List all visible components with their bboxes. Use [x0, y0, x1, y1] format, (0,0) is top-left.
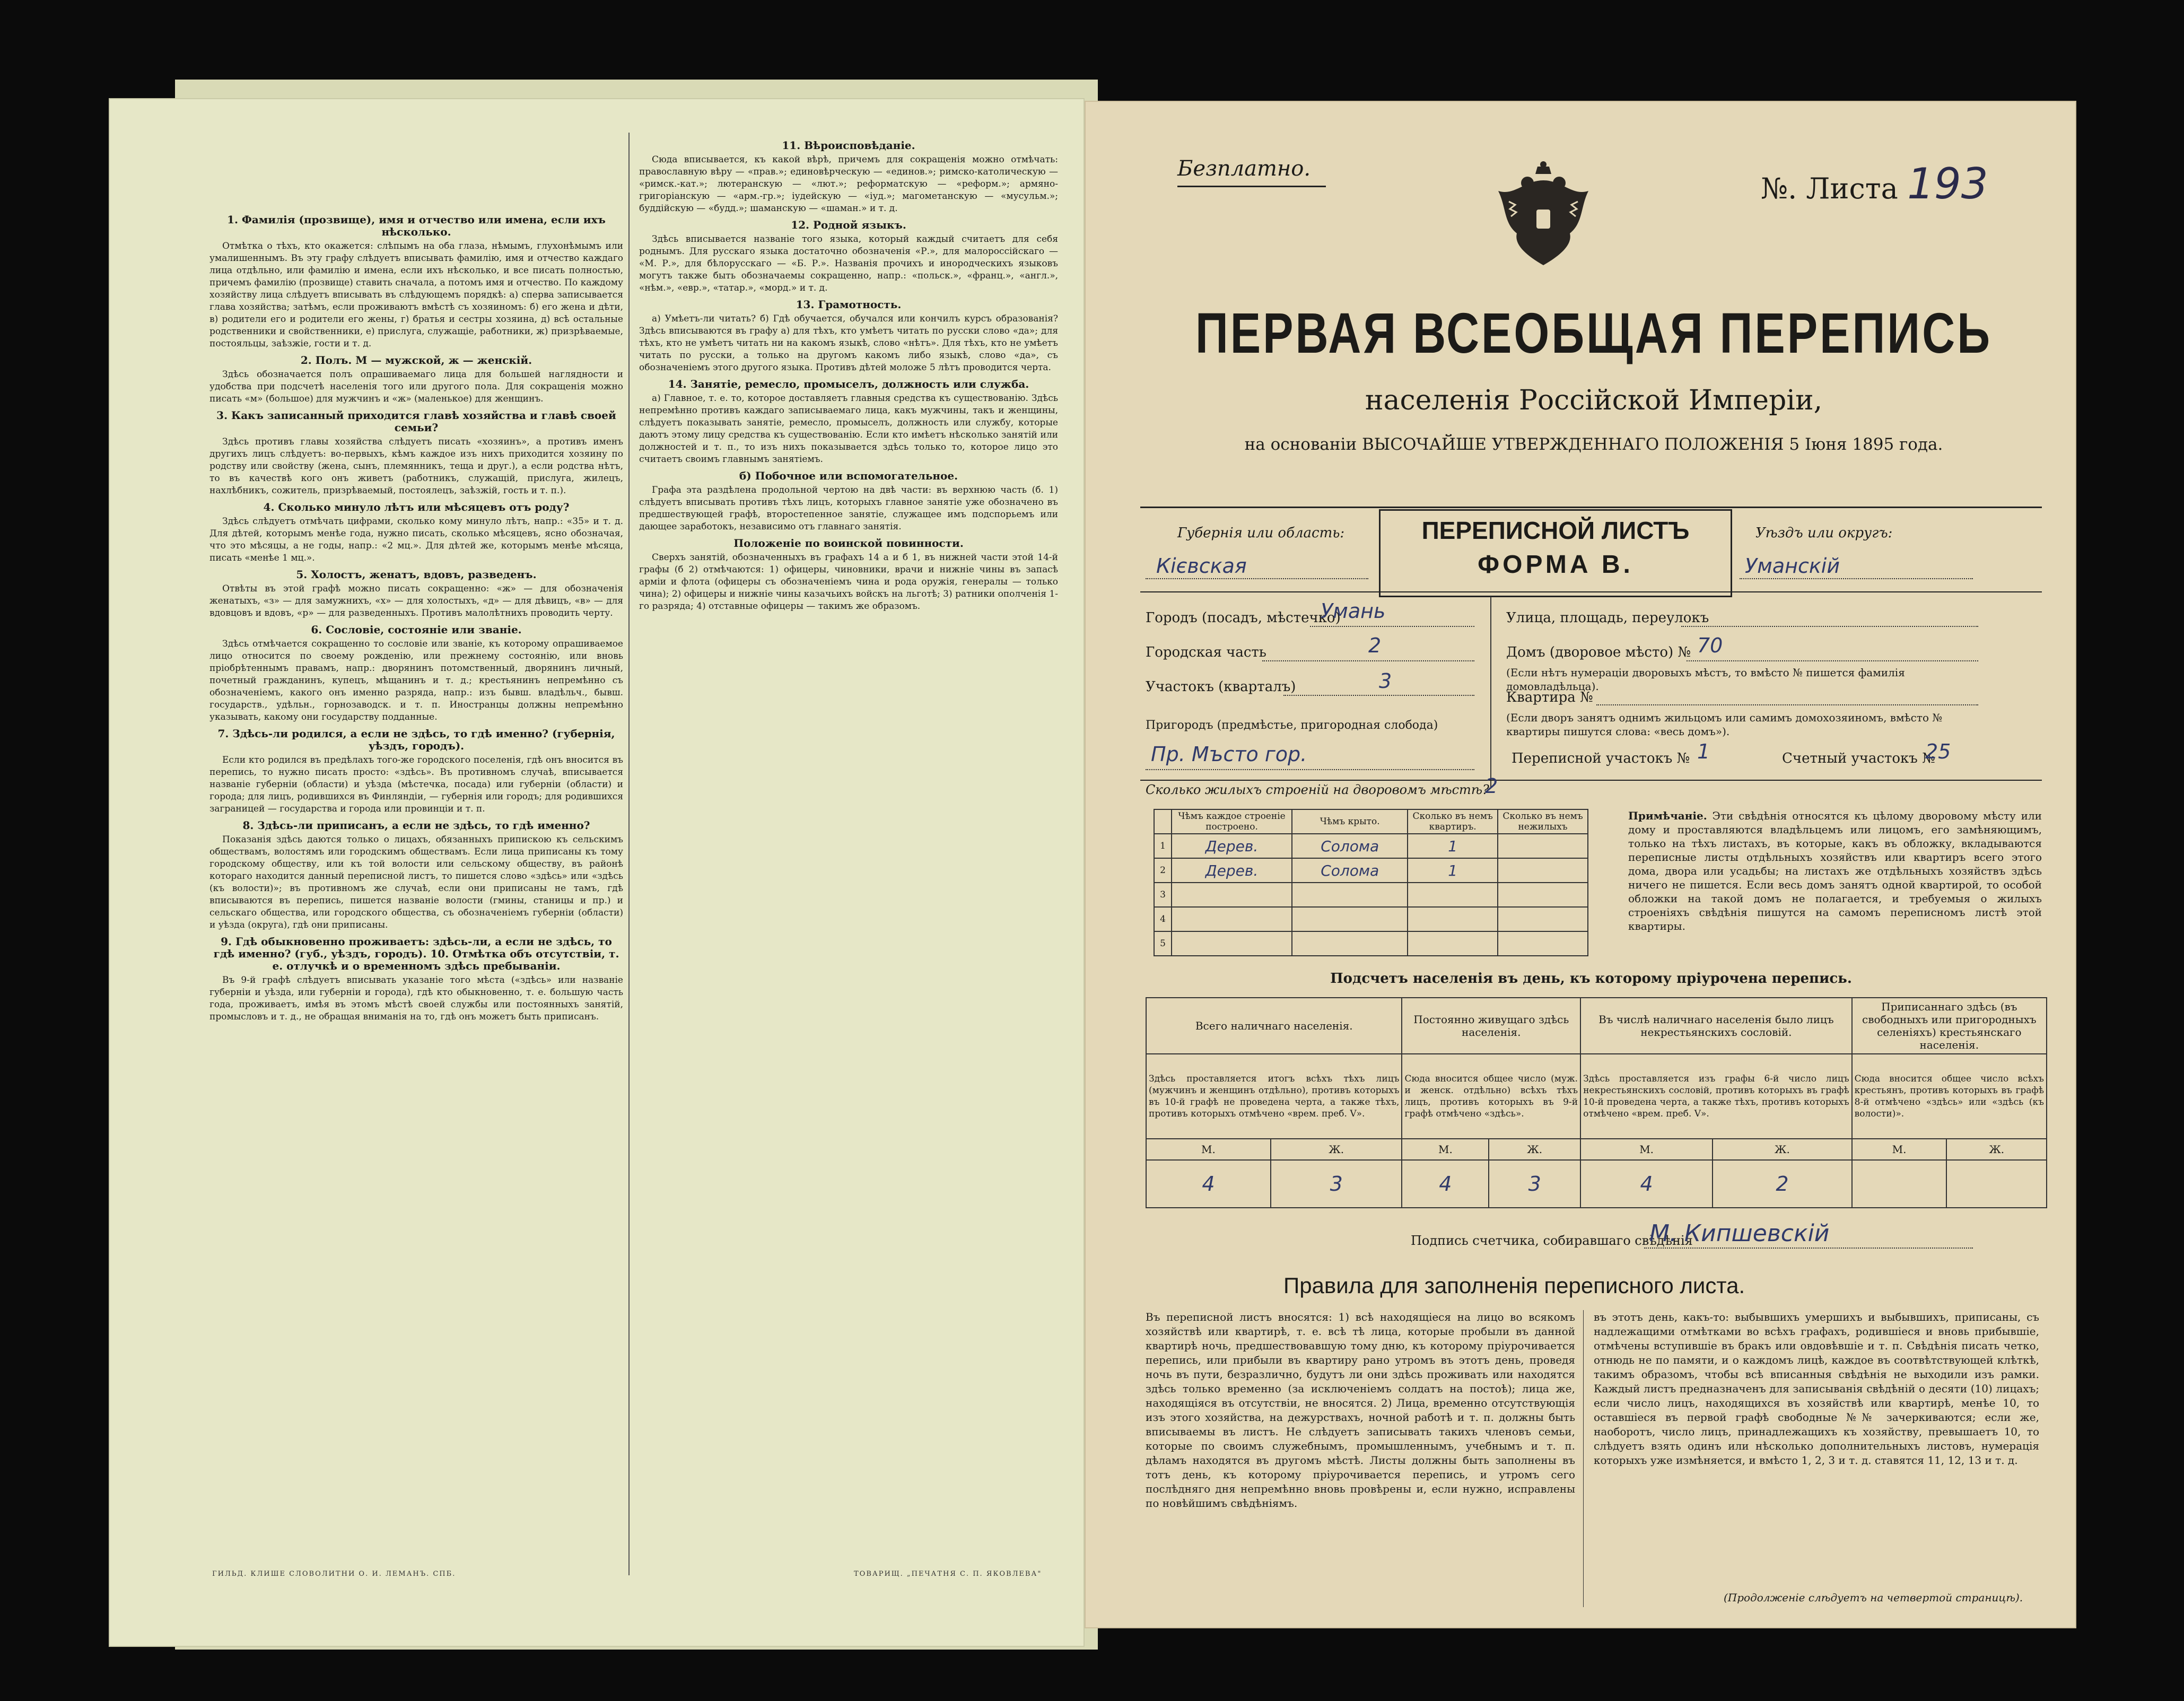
guberniya-line	[1146, 578, 1368, 579]
free-of-charge-label: Безплатно.	[1177, 156, 1311, 181]
row-number: 1	[1154, 834, 1172, 858]
pop-header-row	[1146, 998, 2047, 1054]
pop-col-desc: Здѣсь проставляется изъ графы 6-й число лицъ некрестьянскихъ сословій, противъ которыхъ въ графѣ 10-й проведена черта, а также тѣхъ, противъ которыхъ отмѣчено «врем. преб. V».	[1580, 1054, 1852, 1139]
city-label: Городъ (посадъ, мѣстечко)	[1146, 610, 1341, 626]
pop-col-header: Всего наличнаго населенія.	[1146, 998, 1402, 1054]
suburb-line	[1146, 769, 1474, 770]
material-cell	[1172, 907, 1292, 931]
nonresidential-cell	[1498, 834, 1588, 858]
table-row	[1154, 858, 1588, 883]
apartments-cell	[1408, 883, 1498, 907]
instruction-text: Здѣсь отмѣчается сокращенно то сословіе или званіе, къ которому опрашиваемое лицо относится по своему рожденію, или прежнему состоянію, или вновь пріобрѣтеннымъ правамъ, напр.: дворянинъ потомственный, дворянинъ личный, почетный гражданинъ, купецъ, мѣщанинъ и т. д.; крестьянинъ непремѣнно съ обозначеніемъ, какого онъ именно разряда, напр.: изъ бывш. владѣльч., бывш. государств., удѣльн., горнозаводск. и т. п. Иностранцы должны непремѣнно указывать, какому они государству подданные.	[209, 639, 623, 722]
district-value: 3	[1379, 669, 1392, 693]
instruction-heading: 8. Здѣсь-ли приписанъ, а если не здѣсь, то гдѣ именно?	[242, 819, 590, 832]
row-number: 5	[1154, 931, 1172, 956]
instruction-heading: Положеніе по воинской повинности.	[733, 537, 964, 549]
female-label: Ж.	[1946, 1139, 2047, 1160]
street-label: Улица, площадь, переулокъ	[1506, 610, 1709, 626]
district-label: Участокъ (кварталъ)	[1146, 679, 1296, 695]
roof-cell: Солома	[1292, 834, 1408, 858]
pop-col-header: Приписаннаго здѣсь (въ свободныхъ или пригородныхъ селеніяхъ) крестьянскаго населенія.	[1852, 998, 2047, 1054]
apartments-cell	[1408, 907, 1498, 931]
city-part-value: 2	[1368, 634, 1382, 657]
instruction-heading: 4. Сколько минуло лѣтъ или мѣсяцевъ отъ роду?	[263, 501, 570, 513]
sheet-number	[1761, 159, 1988, 208]
census-legal-basis: на основаніи ВЫСОЧАЙШЕ УТВЕРЖДЕННАГО ПОЛОЖЕНІЯ 5 Іюня 1895 года.	[1244, 435, 1943, 454]
female-count	[1946, 1160, 2047, 1208]
pop-sex-row	[1146, 1139, 2047, 1160]
male-label: М.	[1852, 1139, 1947, 1160]
apartment-label: Квартира №	[1506, 690, 1593, 705]
rules-title: Правила для заполненія переписного листа.	[1283, 1273, 1745, 1298]
instruction-text: Сверхъ занятій, обозначенныхъ въ графахъ 14 а и б 1, въ нижней части этой 14-й графы (б 2) отмѣчаются: 1) офицеры, чиновники, врачи и нижніе чины въ запасѣ арміи и флота (офицеры съ обозначеніемъ чина и рода оружія, генералы — только чина); 2) офицеры и нижніе чины казачьихъ войскъ на льготѣ; 3) ратники ополченія 1-го разряда; 4) отставные офицеры — такимъ же образомъ.	[639, 552, 1058, 612]
col-header-material: Чѣмъ каждое строеніе построено.	[1172, 809, 1292, 834]
city-part-label: Городская часть	[1146, 644, 1266, 660]
female-count: 3	[1489, 1160, 1580, 1208]
pop-col-header: Въ числѣ наличнаго населенія было лицъ некрестьянскихъ сословій.	[1580, 998, 1852, 1054]
city-line	[1310, 626, 1474, 627]
printer-footer-right: ТОВАРИЩ. „ПЕЧАТНЯ С. П. ЯКОВЛЕВА"	[854, 1570, 1042, 1578]
instruction-text: Сюда вписывается, къ какой вѣрѣ, причемъ для сокращенія можно отмѣчать: православную вѣру — «прав.»; единовѣрческую — «единов.»; римско-католическую — «римск.-кат.»; лютеранскую — «лют.»; реформатскую — «реформ.»; армяно-григоріанскую — «арм.-гр.»; іудейскую — «іуд.»; магометанскую — «мусульм.»; буддійскую — «будд.»; шаманскую — «шаман.» и т. д.	[639, 154, 1058, 214]
material-cell: Дерев.	[1172, 858, 1292, 883]
section-rule	[1140, 591, 2042, 592]
instruction-text: Если кто родился въ предѣлахъ того-же городского поселенія, гдѣ онъ вносится въ перепись, то нужно писать просто: «здѣсь». Въ противномъ случаѣ, вписывается названіе губерніи (области) и уѣзда (мѣстечка, посада) или губерніи (области) и города; для лицъ, родившихся въ Финляндіи, — губернія или городъ; для родившихся заграницей — государства и города или провинціи и т. п.	[209, 755, 623, 814]
nonresidential-cell	[1498, 907, 1588, 931]
instruction-text: Здѣсь обозначается полъ опрашиваемаго лица для большей наглядности и удобства при подсчетѣ населенія того или другого пола. Для сокращенія можно писать «м» (большое) для мужчинъ и «ж» (маленькое) для женщинъ.	[209, 369, 623, 404]
rules-continued-note: (Продолженіе слѣдуетъ на четвертой страницѣ).	[1724, 1591, 2023, 1604]
house-line	[1687, 660, 1978, 661]
roof-cell	[1292, 931, 1408, 956]
instruction-text: Показанія здѣсь даются только о лицахъ, обязанныхъ припискою къ сельскимъ обществамъ, волостямъ или городскимъ обществамъ. Если лица приписаны къ тому городскому обществу, или къ той волости или сельскому обществу, въ районѣ котораго находится данный переписной листъ, то пишется слово «здѣсь» или «здѣсь (къ волости)»; въ противномъ же случаѣ, если они приписаны не тамъ, гдѣ вписываются въ перепись, пишется названіе волости (гмины, станицы и пр.) и сельскаго общества, или городского общества, съ обозначеніемъ губерніи (области) и уѣзда (округа), гдѣ они приписаны.	[209, 834, 623, 930]
table-row	[1154, 834, 1588, 858]
census-title: ПЕРВАЯ ВСЕОБЩАЯ ПЕРЕПИСЬ	[1195, 301, 1993, 365]
column-divider	[628, 133, 630, 1575]
house-note: (Если нѣтъ нумераціи дворовыхъ мѣстъ, то вмѣсто № пишется фамилія домовладѣльца).	[1506, 666, 1905, 693]
printer-footer-left: ГИЛЬД. КЛИШЕ СЛОВОЛИТНИ О. И. ЛЕМАНЪ. СПБ.	[212, 1570, 456, 1578]
instruction-heading: 7. Здѣсь-ли родился, а если не здѣсь, то гдѣ именно? (губернія, уѣздъ, городъ).	[217, 727, 615, 752]
form-title-line2: ФОРМА В.	[1478, 551, 1633, 579]
header-rule	[1140, 507, 2042, 508]
apartment-note: (Если дворъ занятъ однимъ жильцомъ или самимъ домохозяиномъ, вмѣсто № квартиры пишутся слова: «весь домъ»).	[1506, 711, 1943, 738]
male-label: М.	[1146, 1139, 1271, 1160]
material-cell	[1172, 883, 1292, 907]
population-count-table	[1146, 997, 2047, 1208]
signature-line	[1644, 1248, 1973, 1249]
note-text: Эти свѣдѣнія относятся къ цѣлому дворовому мѣсту или дому и проставляются владѣльцемъ или лицомъ, его замѣняющимъ, только на тѣхъ листахъ, въ которые, какъ въ обложку, вкладываются переписные листы отдѣльныхъ хозяйствъ или квартиръ всего этого дома, двора или усадьбы; на листахъ же отдѣльныхъ хозяйствъ здѣсь ничего не пишется. Если весь домъ занятъ одной квартирой, то особой обложки на такой домъ не полагается, и требуемыя о жилыхъ строеніяхъ свѣдѣнія пишутся на самомъ переписномъ листѣ этой квартиры.	[1628, 809, 2042, 932]
street-line	[1681, 626, 1978, 627]
pop-col-desc: Сюда вносится общее число (муж. и женск. отдѣльно) всѣхъ тѣхъ лицъ, противъ которыхъ въ 9-й графѣ отмѣчено «здѣсь».	[1402, 1054, 1580, 1139]
row-number: 3	[1154, 883, 1172, 907]
instruction-heading: 14. Занятіе, ремесло, промыселъ, должность или служба.	[668, 378, 1029, 390]
male-count: 4	[1146, 1160, 1271, 1208]
signature-value: М. Кипшевскій	[1649, 1220, 1830, 1247]
suburb-value: Пр. Мъсто гор.	[1151, 743, 1307, 766]
instruction-text: Отмѣтка о тѣхъ, кто окажется: слѣпымъ на оба глаза, нѣмымъ, глухонѣмымъ или умалишеннымъ. Въ эту графу слѣдуетъ вписывать фамилію, имя и отчество каждаго лица отдѣльно, или фамилію и имена, если ихъ нѣсколько, и все писать полностью, причемъ фамилію (прозвище) ставить сначала, а потомъ имя и отчество. По каждому хозяйству лица слѣдуетъ вписывать въ слѣдующемъ порядкѣ: а) сперва записывается глава хозяйства; затѣмъ, если проживаютъ вмѣстѣ съ хозяиномъ: б) его жена и дѣти, в) родители его и родители его жены, г) братья и сестры хозяина, д) всѣ остальные родственники и свойственники, е) прислуга, служащіе, работники, ж) призрѣваемые, постояльцы, заѣзжіе, гости и т. д.	[209, 241, 623, 349]
instruction-text: а) Главное, т. е. то, которое доставляетъ главныя средства къ существованію. Здѣсь непремѣнно противъ каждаго записываемаго лица, какъ мужчины, такъ и женщины, слѣдуетъ показывать занятіе, ремесло, промыселъ, должность или службу, которые даютъ этому лицу средства къ существованію. Если кто имѣетъ нѣсколько занятій или должностей и т. п., то изъ нихъ показывается здѣсь только то, которое лицо это считаетъ своимъ главнымъ занятіемъ.	[639, 393, 1058, 465]
row-number: 4	[1154, 907, 1172, 931]
apartments-cell: 1	[1408, 834, 1498, 858]
instruction-heading: 12. Родной языкъ.	[791, 219, 906, 231]
uezd-value: Уманскій	[1745, 554, 1840, 578]
male-count: 4	[1580, 1160, 1713, 1208]
house-value: 70	[1697, 634, 1723, 657]
female-count: 2	[1713, 1160, 1852, 1208]
counting-district-label: Счетный участокъ №	[1782, 751, 1935, 766]
buildings-table	[1154, 809, 1588, 956]
form-title-box	[1379, 509, 1732, 597]
imperial-eagle-emblem	[1493, 159, 1594, 273]
buildings-note	[1628, 809, 2042, 933]
male-count	[1852, 1160, 1947, 1208]
instruction-heading: 9. Гдѣ обыкновенно проживаетъ: здѣсь-ли, а если не здѣсь, то гдѣ именно? (губ., уѣздъ, городъ). 10. Отмѣтка объ отсутствіи, т. е. отлучкѣ и о временномъ здѣсь пребываніи.	[213, 935, 619, 972]
buildings-value: 2	[1485, 774, 1498, 798]
address-bottom-rule	[1140, 780, 2042, 781]
roof-cell	[1292, 883, 1408, 907]
buildings-label: Сколько жилыхъ строеній на дворовомъ мѣстѣ?	[1146, 782, 1489, 797]
buildings-table-header	[1154, 809, 1588, 834]
rules-column-2: въ этотъ день, какъ-то: выбывшихъ умершихъ и выбывшихъ, приписаны, съ надлежащими отмѣтками во всѣхъ графахъ, родившіеся и вновь прибывшіе, отмѣчены вступившіе въ бракъ или овдовѣвшіе и т. п. Свѣдѣнія писать четко, отнюдь не по памяти, и о каждомъ лицѣ, каждое въ соотвѣтствующей клѣткѣ, такимъ образомъ, чтобы всѣ вписанныя свѣдѣнія не выходили изъ рамки. Каждый листъ предназначенъ для записыванія свѣдѣній о десяти (10) лицахъ; если число лицъ, находящихся въ хозяйствѣ или квартирѣ, менѣе 10, то оставшіеся въ первой графѣ свободные №№ зачеркиваются; если же, наоборотъ, число лицъ, принадлежащихъ къ хозяйству, превышаетъ 10, то слѣдуетъ взять одинъ или нѣсколько дополнительныхъ листовъ, нумерація которыхъ уже измѣняется, и вмѣсто 1, 2, 3 и т. д. ставятся 11, 12, 13 и т. д.	[1594, 1311, 2039, 1467]
pop-col-desc: Здѣсь проставляется итогъ всѣхъ тѣхъ лицъ (мужчинъ и женщинъ отдѣльно), противъ которыхъ въ 10-й графѣ не проведена черта, а также тѣхъ, противъ которыхъ отмѣчено «врем. преб. V».	[1146, 1054, 1402, 1139]
nonresidential-cell	[1498, 858, 1588, 883]
female-count: 3	[1271, 1160, 1402, 1208]
rules-column-1: Въ переписной листъ вносятся: 1) всѣ находящіеся на лицо во всякомъ хозяйствѣ или квартирѣ, т. е. всѣ тѣ лица, которые пробыли въ данной квартирѣ ночь, предшествовавшую тому дню, къ которому пріурочивается перепись, или прибыли въ квартиру рано утромъ въ этотъ день, проведя ночь въ пути, безразлично, будутъ ли они здѣсь проживать или находятся здѣсь только временно (за исключеніемъ солдатъ на постоѣ); лица же, находящіяся въ отсутствіи, не вносятся. 2) Лица, временно отсутствующія изъ этого хозяйства, на дежурствахъ, ночной работѣ и т. п. должны быть вписываемы въ листъ. Не слѣдуетъ записывать такихъ членовъ семьи, которые по своимъ служебнымъ, промышленнымъ, учебнымъ и т. п. дѣламъ находятся въ другомъ мѣстѣ. Листы должны быть заполнены въ тотъ день, къ которому пріурочивается перепись, и утромъ сего послѣдняго дня непремѣнно вновь провѣрены и, если нужно, исправлены по новѣйшимъ свѣдѣніямъ.	[1146, 1311, 1575, 1510]
row-number: 2	[1154, 858, 1172, 883]
female-label: Ж.	[1713, 1139, 1852, 1160]
table-row	[1154, 931, 1588, 956]
apartments-cell: 1	[1408, 858, 1498, 883]
census-subtitle: населенія Россійской Имперіи,	[1365, 385, 1823, 416]
instruction-text: а) Умѣетъ-ли читать? б) Гдѣ обучается, обучался или кончилъ курсъ образованія? Здѣсь вписываются въ графу а) для тѣхъ, кто умѣетъ читать по русски слово «да»; для тѣхъ, кто не умѣетъ читать ни на какомъ языкѣ, слово «нѣтъ». Для тѣхъ, кто не умѣетъ читать по русски, а только на другомъ какомъ либо языкѣ, слово «да», съ обозначеніемъ этого другого языка. Противъ дѣтей моложе 5 лѣтъ проводится черта.	[639, 313, 1058, 373]
instruction-heading: 1. Фамилія (прозвище), имя и отчество или имена, если ихъ нѣсколько.	[227, 213, 606, 238]
district-line	[1283, 695, 1474, 696]
male-label: М.	[1402, 1139, 1489, 1160]
instruction-text: Здѣсь противъ главы хозяйства слѣдуетъ писать «хозяинъ», а противъ именъ другихъ лицъ слѣдуетъ: во-первыхъ, кѣмъ каждое изъ нихъ приходится хозяину по родству или свойству (жена, сынъ, племянникъ, теща и друг.), а если родства нѣтъ, то въ качествѣ кого онъ живетъ (работникъ, служащій, прислуга, жилецъ, нахлѣбникъ, сожитель, призрѣваемый, постоялецъ, заѣзжій, гость и т. п.).	[209, 437, 623, 496]
material-cell	[1172, 931, 1292, 956]
free-label-underline	[1177, 186, 1326, 187]
instruction-heading: 3. Какъ записанный приходится главѣ хозяйства и главѣ своей семьи?	[216, 409, 616, 434]
pop-col-header: Постоянно живущаго здѣсь населенія.	[1402, 998, 1580, 1054]
instruction-text: Отвѣты въ этой графѣ можно писать сокращенно: «ж» — для обозначенія женатыхъ, «з» — для замужнихъ, «х» — для холостыхъ, «д» — для дѣвицъ, «в» — для вдовцовъ и вдовъ, «р» — для разведенныхъ. Противъ малолѣтнихъ проводить черту.	[209, 583, 623, 618]
apartment-line	[1596, 704, 1978, 705]
guberniya-value: Кієвская	[1156, 554, 1247, 578]
uezd-line	[1740, 578, 1973, 579]
left-column-2	[639, 135, 1058, 1562]
uezd-label: Уѣздъ или округъ:	[1755, 525, 1893, 541]
signature-label: Подпись счетчика, собиравшаго свѣдѣнія	[1411, 1233, 1693, 1248]
instruction-heading: 13. Грамотность.	[796, 298, 902, 311]
pop-desc-row	[1146, 1054, 2047, 1139]
sheet-number-label: №. Листа	[1761, 172, 1898, 205]
col-header-nonresidential: Сколько въ немъ нежилыхъ	[1498, 809, 1588, 834]
instruction-heading: 5. Холостъ, женатъ, вдовъ, разведенъ.	[296, 568, 537, 581]
male-label: М.	[1580, 1139, 1713, 1160]
female-label: Ж.	[1271, 1139, 1402, 1160]
sheet-number-value: 193	[1907, 159, 1988, 208]
census-district-label: Переписной участокъ №	[1512, 751, 1690, 766]
male-count: 4	[1402, 1160, 1489, 1208]
address-divider	[1490, 597, 1491, 788]
city-part-line	[1262, 660, 1474, 661]
col-header-roof: Чѣмъ крыто.	[1292, 809, 1408, 834]
note-label: Примѣчаніе.	[1628, 809, 1707, 822]
col-header-apartments: Сколько въ немъ квартиръ.	[1408, 809, 1498, 834]
nonresidential-cell	[1498, 883, 1588, 907]
city-value: Умань	[1321, 599, 1386, 623]
material-cell: Дерев.	[1172, 834, 1292, 858]
instruction-heading: б) Побочное или вспомогательное.	[739, 469, 958, 482]
house-label: Домъ (дворовое мѣсто) №	[1506, 644, 1691, 660]
female-label: Ж.	[1489, 1139, 1580, 1160]
left-column-1	[209, 210, 623, 1562]
instruction-heading: 11. Вѣроисповѣданіе.	[782, 139, 915, 152]
form-title-line1: ПЕРЕПИСНОЙ ЛИСТЪ	[1421, 517, 1690, 544]
guberniya-label: Губернія или область:	[1177, 525, 1345, 541]
instruction-text: Въ 9-й графѣ слѣдуетъ вписывать указаніе того мѣста («здѣсь» или названіе губерніи и уѣзда, или губерніи и города), гдѣ кто обыкновенно, т. е. большую часть года, проживаетъ, имѣя въ этомъ мѣстѣ своей службы или постоянныхъ занятій, промысловъ и т. д., не обращая вниманія на то, гдѣ онъ можетъ быть приписанъ.	[209, 975, 623, 1022]
census-district-value: 1	[1697, 740, 1710, 763]
pop-values-row	[1146, 1160, 2047, 1208]
table-row	[1154, 907, 1588, 931]
roof-cell: Солома	[1292, 858, 1408, 883]
roof-cell	[1292, 907, 1408, 931]
counting-district-value: 25	[1925, 740, 1951, 763]
pop-col-desc: Сюда вносится общее число всѣхъ крестьянъ, противъ которыхъ въ графѣ 8-й отмѣчено «здѣсь» или «здѣсь (къ волости)».	[1852, 1054, 2047, 1139]
instruction-text: Здѣсь вписывается названіе того языка, который каждый считаетъ для себя роднымъ. Для русскаго языка достаточно обозначенія «Р.», для малороссійскаго — «М. Р.», для бѣлорусскаго — «Б. Р.». Названія прочихъ и инородческихъ языковъ могутъ также быть обозначаемы сокращенно, напр.: «польск.», «франц.», «англ.», «нѣм.», «евр.», «татар.», «морд.» и т. д.	[639, 234, 1058, 293]
instruction-heading: 2. Полъ. М — мужской, ж — женскій.	[300, 354, 532, 367]
nonresidential-cell	[1498, 931, 1588, 956]
apartments-cell	[1408, 931, 1498, 956]
count-title: Подсчетъ населенія въ день, къ которому пріурочена перепись.	[1330, 971, 1852, 987]
rules-divider	[1583, 1310, 1584, 1607]
suburb-label: Пригородъ (предмѣстье, пригородная слобода)	[1146, 719, 1438, 732]
instruction-text: Графа эта раздѣлена продольной чертою на двѣ части: въ верхнюю часть (б. 1) слѣдуетъ вписывать противъ тѣхъ лицъ, которыхъ главное занятіе уже обозначено въ предшествующей графѣ, второстепенное занятіе, служащее имъ подспорьемъ или дающее заработокъ, независимо отъ главнаго занятія.	[639, 485, 1058, 532]
instruction-heading: 6. Сословіе, состояніе или званіе.	[311, 623, 522, 636]
table-row	[1154, 883, 1588, 907]
instruction-text: Здѣсь слѣдуетъ отмѣчать цифрами, сколько кому минуло лѣтъ, напр.: «35» и т. д. Для дѣтей, которымъ менѣе года, нужно писать, сколько мѣсяцевъ, ясно обозначая, что это мѣсяцы, а не годы, напр.: «2 мц.». Для дѣтей же, которымъ менѣе мѣсяца, писать «менѣе 1 мц.».	[209, 516, 623, 563]
